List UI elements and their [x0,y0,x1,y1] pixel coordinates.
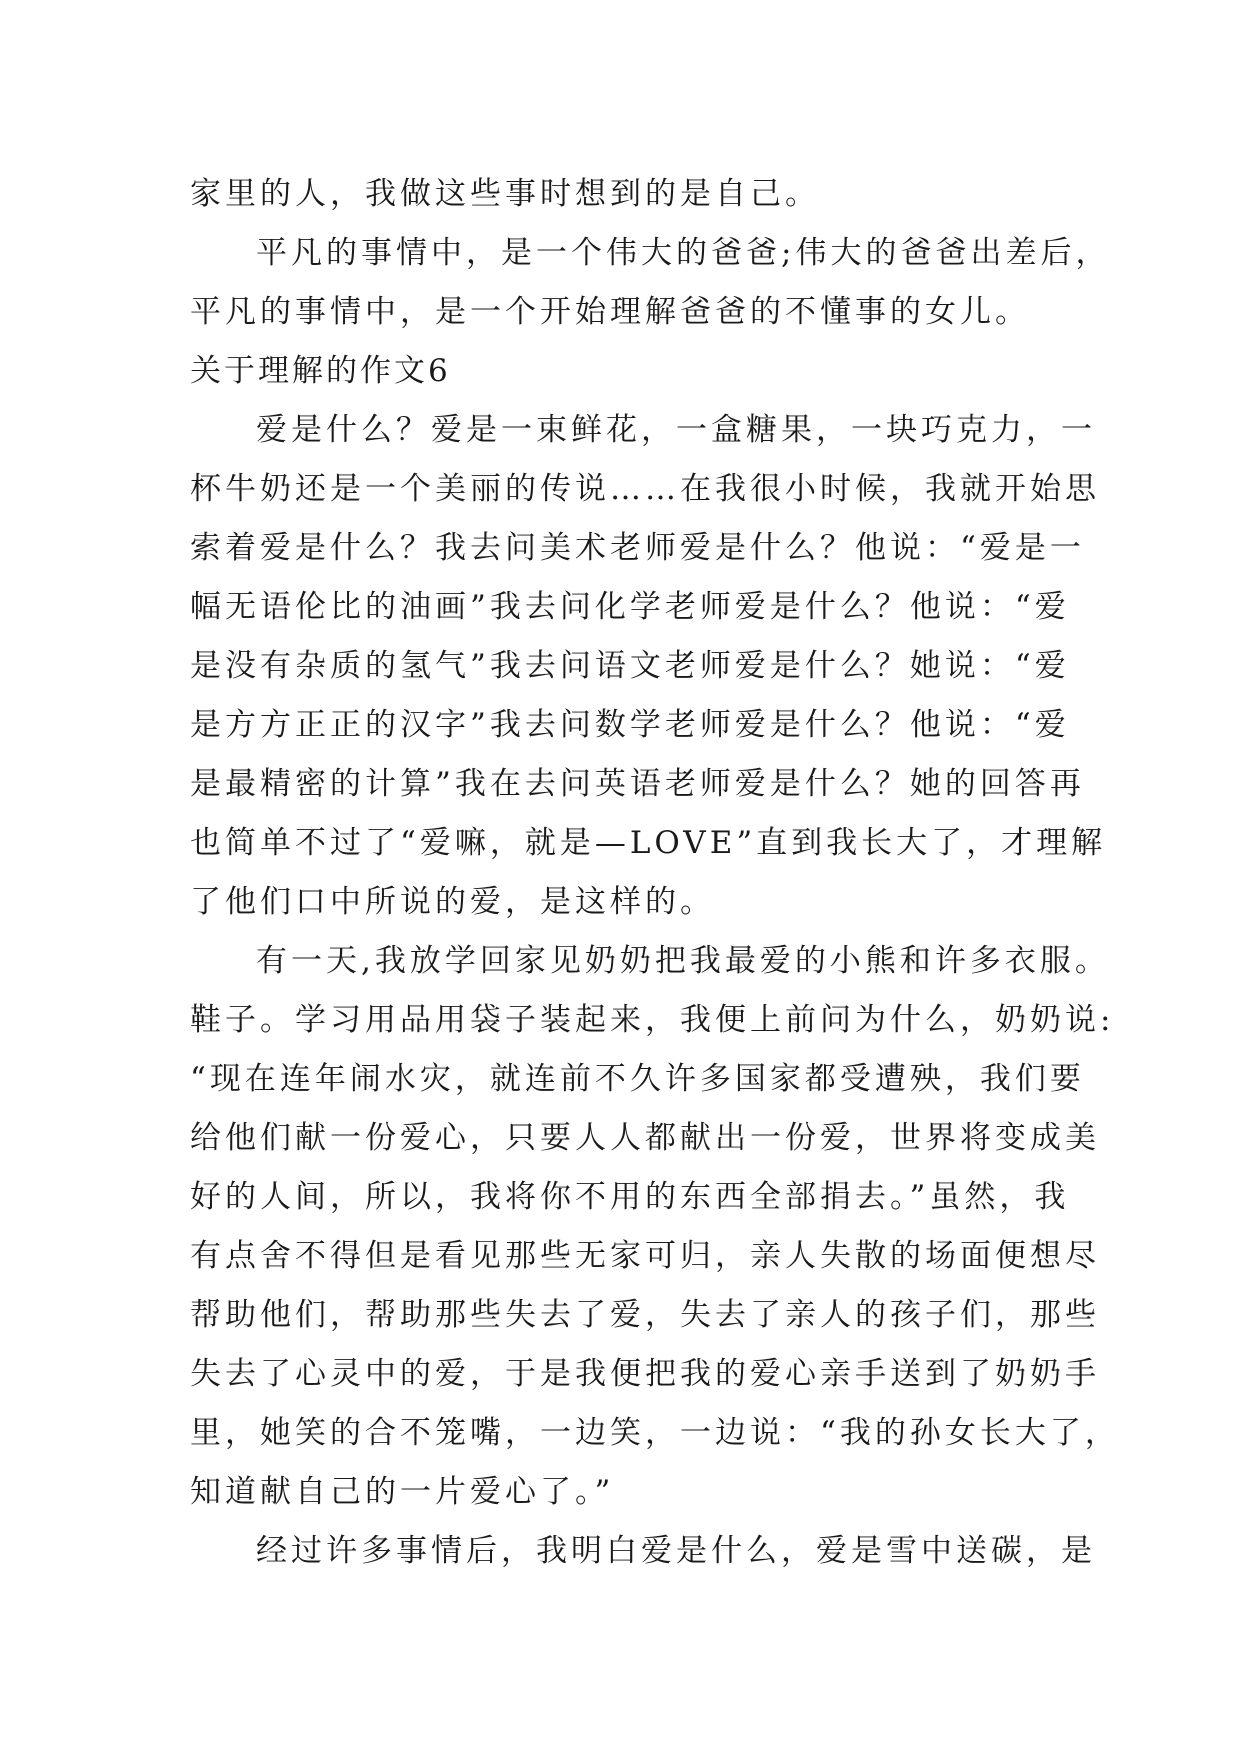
text-line: 幅无语伦比的油画”我去问化学老师爱是什么？他说：“爱 [190,589,1070,625]
text-line: 里，她笑的合不笼嘴，一边笑，一边说：“我的孙女长大了， [190,1415,1120,1451]
paragraph-first-line: 爱是什么？爱是一束鲜花，一盒糖果，一块巧克力，一 [256,412,1096,448]
paragraph-first-line: 经过许多事情后，我明白爱是什么，爱是雪中送碳，是 [256,1533,1096,1569]
text-line: 知道献自己的一片爱心了。” [190,1474,615,1510]
paragraph-first-line: 有一天,我放学回家见奶奶把我最爱的小熊和许多衣服。 [256,943,1110,979]
text-line: 失去了心灵中的爱，于是我便把我的爱心亲手送到了奶奶手 [190,1356,1100,1392]
text-line: 好的人间，所以，我将你不用的东西全部捐去。”虽然，我 [190,1179,1070,1215]
text-line: 是没有杂质的氢气”我去问语文老师爱是什么？她说：“爱 [190,648,1070,684]
essay-text [190,165,1120,1581]
text-line: 给他们献一份爱心，只要人人都献出一份爱，世界将变成美 [190,1120,1100,1156]
text-line: 是方方正正的汉字”我去问数学老师爱是什么？他说：“爱 [190,707,1070,743]
text-line: 家里的人，我做这些事时想到的是自己。 [190,176,820,212]
text-line: 也简单不过了“爱嘛，就是—LOVE”直到我长大了，才理解 [190,825,1107,861]
text-line: 是最精密的计算”我在去问英语老师爱是什么？她的回答再 [190,766,1085,802]
text-line: 了他们口中所说的爱，是这样的。 [190,884,715,920]
section-heading: 关于理解的作文6 [190,353,451,389]
text-line: 杯牛奶还是一个美丽的传说……在我很小时候，我就开始思 [190,471,1100,507]
text-line: 鞋子。学习用品用袋子装起来，我便上前问为什么，奶奶说: [190,1002,1115,1038]
text-line: 有点舍不得但是看见那些无家可归，亲人失散的场面便想尽 [190,1238,1100,1274]
paragraph-first-line: 平凡的事情中，是一个伟大的爸爸;伟大的爸爸出差后， [256,235,1111,271]
text-line: 平凡的事情中，是一个开始理解爸爸的不懂事的女儿。 [190,294,1030,330]
text-line: 索着爱是什么？我去问美术老师爱是什么？他说：“爱是一 [190,530,1085,566]
text-line: “现在连年闹水灾，就连前不久许多国家都受遭殃，我们要 [190,1061,1085,1097]
text-line: 帮助他们，帮助那些失去了爱，失去了亲人的孩子们，那些 [190,1297,1100,1333]
